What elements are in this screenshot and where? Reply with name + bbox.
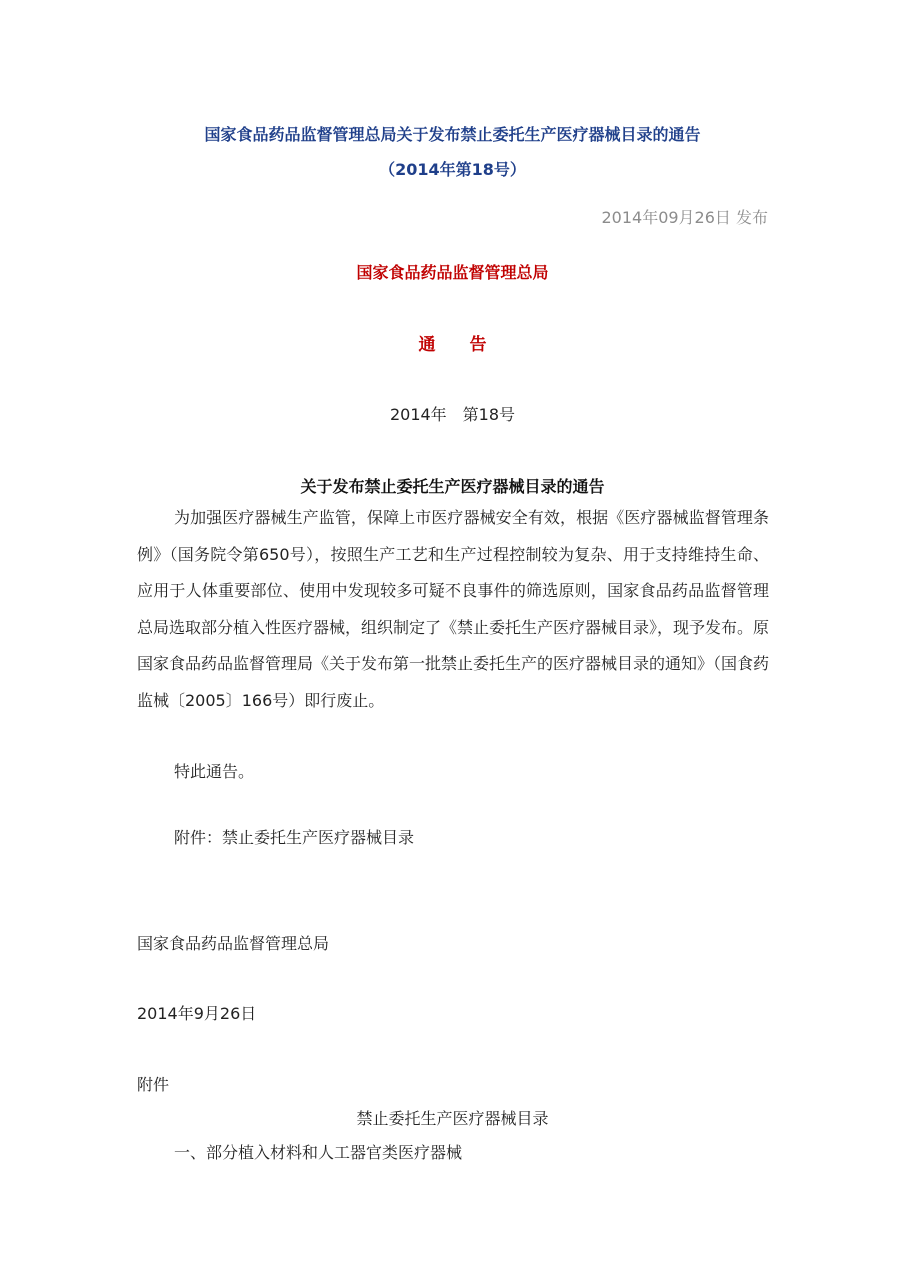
appendix-section-1: 一、部分植入材料和人工器官类医疗器械 (174, 1143, 463, 1162)
signature-date: 2014年9月26日 (137, 1004, 257, 1023)
document-number: （2014年第18号） (379, 160, 526, 179)
publish-date: 2014年09月26日 发布 (601, 208, 768, 227)
closing-text: 特此通告。 (174, 762, 255, 781)
attachment-note: 附件：禁止委托生产医疗器械目录 (174, 828, 415, 847)
body-paragraph: 为加强医疗器械生产监管，保障上市医疗器械安全有效，根据《医疗器械监督管理条例》（国务院令第650号），按照生产工艺和生产过程控制较为复杂、用于支持维持生命、应用于人体重要部位、使用中发现较多可疑不良事件的筛选原则，国家食品药品监督管理总局选取部分植入性医疗器械，组织制定了《禁止委托生产医疗器械目录》，现予发布。原国家食品药品监督管理局《关于发布第一批禁止委托生产的医疗器械目录的通知》（国食药监械〔2005〕166号）即行废止。 (137, 508, 770, 710)
appendix-label: 附件 (137, 1075, 170, 1094)
issue-number: 2014年 第18号 (389, 405, 516, 424)
signature-agency: 国家食品药品监督管理总局 (137, 934, 330, 953)
notice-label: 通告 (418, 335, 521, 355)
appendix-title: 禁止委托生产医疗器械目录 (356, 1109, 549, 1128)
agency-header: 国家食品药品监督管理总局 (356, 263, 549, 282)
document-title: 国家食品药品监督管理总局关于发布禁止委托生产医疗器械目录的通告 (204, 125, 701, 144)
notice-heading: 关于发布禁止委托生产医疗器械目录的通告 (300, 477, 605, 496)
